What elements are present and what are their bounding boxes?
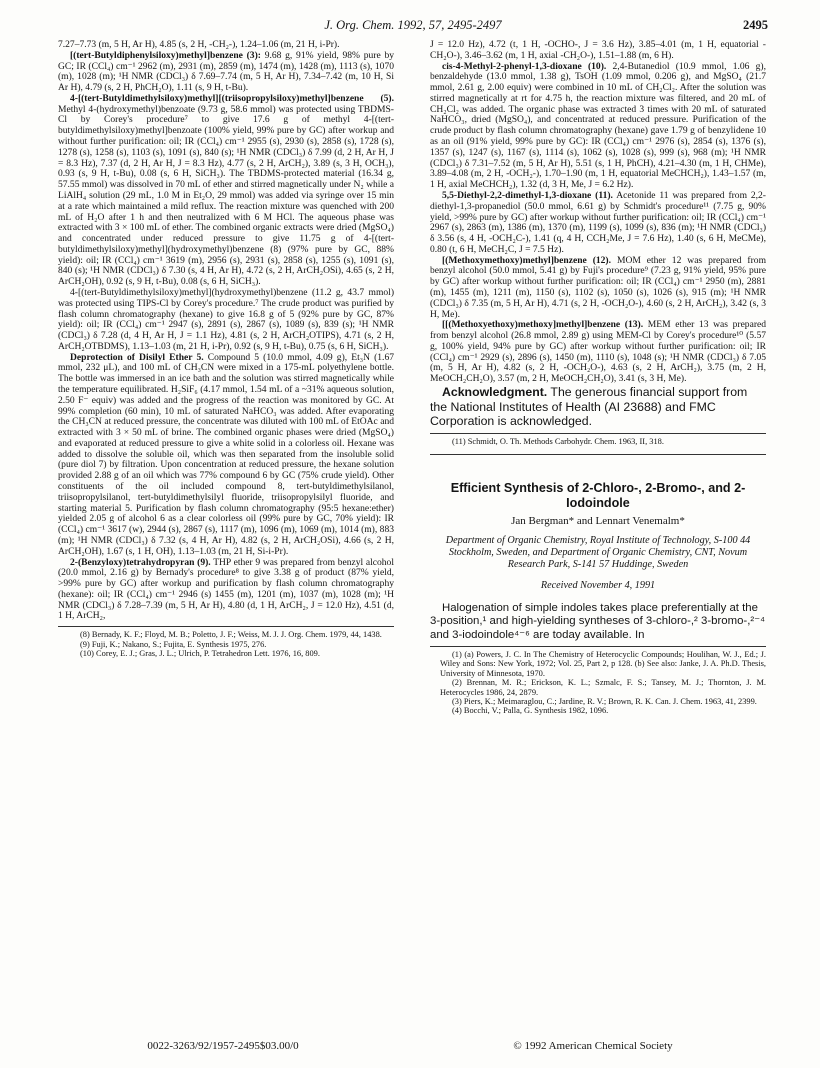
article-intro: Halogenation of simple indoles takes place preferentially at the 3-position,¹ and high-yielding syntheses of 3-chloro-,² 3-bromo-,²⁻⁴ and 3-iodoindole⁴⁻⁶ are today available. In (430, 601, 766, 641)
footnote: (1) (a) Powers, J. C. In The Chemistry of Heterocyclic Compounds; Houlihan, W. J., Ed.; J. Wiley and Sons: New York, 1972; Vol. 25, Part 2, p 128. (b) See also: Janke, J. A. Ph.D. Thesis, University of Minnesota, 1970. (440, 649, 766, 678)
right-paragraph-3 (430, 256, 766, 321)
footer-copyright: © 1992 American Chemical Society (513, 1040, 673, 1052)
paragraph-text: MEM ether 13 was prepared from benzyl alcohol (26.8 mmol, 2.89 g) using MEM-Cl by Corey's procedure¹⁰ (5.57 g, 100% yield, 94% pure by GC) after workup without further purification: oil; IR (CCl₄) cm⁻¹ 2929 (s), 2896 (s), 1450 (m), 1110 (s), 1048 (s); ¹H NMR (CDCl₃) δ 7.05 (m, 5 H, Ar H), 4.82 (s, 2 H, -OCH₂O-), 4.63 (s, 2 H, ArCH₂), 3.75 (m, 2 H, MeOCH₂CH₂O), 3.57 (m, 2 H, MeOCH₂CH₂O), 3.41 (s, 3 H, Me). (430, 319, 767, 385)
page-number: 2495 (743, 18, 768, 32)
paragraph-text: Acetonide 11 was prepared from 2,2-diethyl-1,3-propanediol (50.0 mmol, 6.61 g) by Schmidt's procedure¹¹ (7.75 g, 90% yield, >99% pure by GC) after workup without further purification: oil; IR (CCl₄) cm⁻¹ 2967 (s), 2863 (m), 1386 (m), 1370 (m), 1199 (s), 1099 (s), 836 (m); ¹H NMR (CDCl₃) δ 3.56 (s, 4 H, -OCH₂C-), 1.41 (q, 4 H, CCH₂Me, J = 7.6 Hz), 1.40 (s, 6 H, MeCMe), 0.80 (t, 6 H, MeCH₂C, J = 7.5 Hz). (430, 189, 766, 255)
footnote: (11) Schmidt, O. Th. Methods Carbohydr. Chem. 1963, II, 318. (452, 436, 664, 446)
acknowledgment-text: The generous financial support from the National Institutes of Health (AI 23688) and FMC Corporation is acknowledged. (430, 385, 748, 429)
footnote: (9) Fuji, K.; Nakano, S.; Fujita, E. Synthesis 1975, 276. (80, 639, 267, 649)
article-title: Efficient Synthesis of 2-Chloro-, 2-Bromo-, and 2-Iodoindole (450, 481, 746, 510)
article-affiliation: Department of Organic Chemistry, Royal Institute of Technology, S-100 44 Stockholm, Sweden, and Department of Organic Chemistry, CNT, Novum Research Park, S-141 57 Huddinge, Sweden (445, 534, 751, 570)
acknowledgment (430, 385, 766, 429)
article-divider (430, 454, 766, 455)
right-paragraph-2 (430, 191, 766, 256)
paragraph-text: THP ether 9 was prepared from benzyl alcohol (20.0 mmol, 2.16 g) by Bernady's procedure⁸ to give 3.38 g of product (87% yield, >99% pure by GC) after workup and purification by flash column chromatography (hexane): oil; IR (CCl₄) cm⁻¹ 2946 (s) 1455 (m), 1201 (m), 1037 (m), 1028 (m); ¹H NMR (CDCl₃) δ 7.28–7.39 (m, 5 H, Ar H), 4.80 (d, 1 H, ArCH₂, J = 12.0 Hz), 4.51 (d, 1 H, ArCH₂, (58, 556, 394, 622)
footnote: (10) Corey, E. J.; Gras, J. L.; Ulrich, P. Tetrahedron Lett. 1976, 16, 809. (80, 649, 320, 658)
right-paragraph-4 (430, 320, 766, 385)
left-footnotes (58, 630, 394, 658)
compound-heading: 2-(Benzyloxy)tetrahydropyran (9). (70, 556, 211, 568)
paragraph-text: 2,4-Butanediol (10.9 mmol, 1.06 g), benzaldehyde (13.0 mmol, 1.38 g), TsOH (1.09 mmol, 0.206 g), and MgSO₄ (21.7 mmol, 2.61 g, 2.00 equiv) were combined in 10 mL of CH₂Cl₂. After the solution was stirred magnetically at rt for 4.75 h, the reaction mixture was filtered, and 20 mL of CH₂Cl₂ was added. The organic phase was extracted 3 times with 20 mL of saturated NaHCO₃, dried (MgSO₄), and concentrated at reduced pressure. Purification of the crude product by flash column chromatography (hexane) gave 1.79 g of benzylidene 10 as an oil (91% yield, 99% pure by GC): IR (CCl₄) cm⁻¹ 2976 (s), 2854 (s), 1376 (s), 1357 (s), 1247 (s), 1167 (s), 1114 (s), 1062 (s), 1028 (s), 999 (s), 968 (m); ¹H NMR (CDCl₃) δ 7.31–7.52 (m, 5 H, Ar H), 5.51 (s, 1 H, PhCH), 4.21–4.30 (m, 1 H, CHMe), 3.89–4.08 (m, 2 H, -OCH₂-), 1.70–1.90 (m, 1 H, equatorial MeCHCH₂), 1.43–1.57 (m, 1 H, axial MeCHCH₂), 1.32 (d, 3 H, Me, J = 6.2 Hz). (430, 60, 766, 191)
left-paragraph-0: 7.27–7.73 (m, 5 H, Ar H), 4.85 (s, 2 H, -CH₂-), 1.24–1.06 (m, 21 H, i-Pr). (58, 39, 340, 50)
footnote-divider (430, 646, 766, 647)
compound-heading: 4-[(tert-Butyldimethylsiloxy)methyl][(triisopropylsiloxy)methyl]benzene (5). (70, 92, 394, 104)
right-paragraph-0: J = 12.0 Hz), 4.72 (t, 1 H, -OCHO-, J = 3.6 Hz), 3.85–4.01 (m, 1 H, equatorial -CH₂O-), 3.46–3.62 (m, 1 H, axial -CH₂O-), 1.51–1.88 (m, 6 H). (430, 39, 766, 61)
compound-heading: [(Methoxymethoxy)methyl]benzene (12). (442, 254, 611, 266)
right-column (430, 40, 766, 716)
left-paragraph-1 (58, 51, 394, 94)
left-paragraph-3: 4-[(tert-Butyldimethylsiloxy)methyl](hydroxymethyl)benzene (11.2 g, 43.7 mmol) was protected using TIPS-Cl by Corey's procedure.⁷ The crude product was purified by flash column chromatography (hexane) to give 16.8 g of 5 (92% pure by GC, 87% yield): oil; IR (CCl₄) cm⁻¹ 2947 (s), 2891 (s), 2867 (s), 1089 (s), 839 (s); ¹H NMR (CDCl₃) δ 7.28 (d, 4 H, Ar H, J = 1.1 Hz), 4.81 (s, 2 H, ArCH₂OTIPS), 4.71 (s, 2 H, ArCH₂OTBDMS), 1.13–1.03 (m, 21 H, i-Pr), 0.92 (s, 9 H, t-Bu), 0.75 (s, 6 H, SiCH₃). (58, 286, 394, 352)
compound-heading: 5,5-Diethyl-2,2-dimethyl-1,3-dioxane (11). (442, 189, 613, 201)
footnote: (4) Bocchi, V.; Palla, G. Synthesis 1982, 1096. (452, 706, 609, 716)
left-paragraph-4 (58, 353, 394, 558)
paragraph-text: Compound 5 (10.0 mmol, 4.09 g), Et₃N (1.67 mmol, 232 μL), and 100 mL of CH₃CN were mixed in a 175-mL polyethylene bottle. The bottle was immersed in an ice bath and the solution was stirred magnetically while the temperature equilibrated. H₂SiF₆ (4.17 mmol, 1.54 mL of a ~31% aqueous solution, 2.50 F⁻ equiv) was added and the progress of the reaction was monitored by GC. At 99% completion (60 min), 10 mL of saturated NaHCO₃ was added. After evaporating the CH₃CN at reduced pressure, the concentrate was diluted with 100 mL of EtOAc and extracted with 3 × 50 mL of brine. The combined organic phases were dried (MgSO₄) and evaporated at reduced pressure to give a white solid in a colorless oil. Hexane was added to dissolve the soluble oil, which was then separated from the insoluble solid (pure diol 7) by filtration. Upon concentration at reduced pressure, the hexane solution provided 2.88 g of an oil which was 77% compound 6 by GC (75% crude yield). Other constituents of the oil included compound 8, tert-butyldimethylsilanol, triisopropylsilanol, tert-butyldimethylsilyl fluoride, triisopropylsilyl fluoride, and starting material 5. Purification by flash column chromatography (95:5 hexane:ether) yielded 2.05 g of alcohol 6 as a clear colorless oil (99% pure by GC, 70% yield): IR (CCl₄) cm⁻¹ 3617 (w), 2944 (s), 2867 (s), 1117 (m), 1096 (m), 1069 (m), 1014 (m), 883 (m); ¹H NMR (CDCl₃) δ 7.32 (s, 4 H, Ar H), 4.82 (s, 2 H, ArCH₂OSi), 4.66 (s, 2 H, ArCH₂OH), 1.67 (s, 1 H, OH), 1.13–1.03 (m, 21 H, Si-i-Pr). (58, 351, 394, 557)
article-authors: Jan Bergman* and Lennart Venemalm* (511, 515, 685, 528)
acknowledgment-heading: Acknowledgment. (442, 385, 548, 399)
footnote: (2) Brennan, M. R.; Erickson, K. L.; Szmalc, F. S.; Tansey, M. J.; Thornton, J. M. Heterocycles 1986, 24, 2879. (440, 678, 766, 697)
paragraph-text: 9.68 g, 91% yield, 98% pure by GC; IR (CCl₄) cm⁻¹ 2962 (m), 2931 (m), 2859 (m), 1474 (m), 1428 (m), 1113 (s), 1070 (m), 1028 (m); ¹H NMR (CDCl₃) δ 7.69–7.74 (m, 5 H, Ar H), 7.34–7.42 (m, 10 H, Si Ar H), 4.79 (s, 2 H, PhCH₂O), 1.11 (s, 9 H, t-Bu). (58, 49, 395, 94)
compound-heading: cis-4-Methyl-2-phenyl-1,3-dioxane (10). (442, 60, 607, 72)
compound-heading: [(tert-Butyldiphenylsiloxy)methyl]benzene (3): (70, 49, 261, 61)
left-paragraph-5 (58, 558, 394, 623)
footnote: (8) Bernady, K. F.; Floyd, M. B.; Poletto, J. F.; Weiss, M. J. J. Org. Chem. 1979, 44, 1438. (80, 630, 382, 640)
section-heading: Deprotection of Disilyl Ether 5. (70, 351, 204, 363)
compound-heading: [[(Methoxyethoxy)methoxy]methyl]benzene (13). (442, 319, 644, 331)
footnote-divider (58, 626, 394, 627)
footnote-divider (430, 433, 766, 434)
footnote: (3) Piers, K.; Meimaraglou, C.; Jardine, R. V.; Brown, R. K. Can. J. Chem. 1963, 41, 2399. (452, 697, 757, 706)
received-date: Received November 4, 1991 (540, 579, 656, 591)
journal-citation: J. Org. Chem. 1992, 57, 2495-2497 (324, 18, 502, 32)
paragraph-text: MOM ether 12 was prepared from benzyl alcohol (50.0 mmol, 5.41 g) by Fuji's procedure⁹ (7.23 g, 91% yield, 95% pure by GC) after workup without further purification: oil; IR (CCl₄) cm⁻¹ 2950 (m), 2881 (m), 1455 (m), 1211 (m), 1150 (s), 1102 (s), 1050 (s), 1026 (s), 915 (m); ¹H NMR (CDCl₃) δ 7.35 (m, 5 H, Ar H), 4.71 (s, 2 H, -OCH₂O-), 4.60 (s, 2 H, ArCH₂), 3.42 (s, 3 H, Me). (430, 254, 766, 320)
left-paragraph-2 (58, 94, 394, 288)
paragraph-text: Methyl 4-(hydroxymethyl)benzoate (9.73 g, 58.6 mmol) was protected using TBDMS-Cl by Corey's procedure⁷ to give 17.6 g of methyl 4-[(tert-butyldimethylsiloxy)methyl]benzoate (100% yield, 99% pure by GC) after workup and without further purification: oil; IR (CCl₄) cm⁻¹ 2955 (s), 2930 (s), 2858 (s), 1728 (s), 1278 (s), 1258 (s), 1103 (s), 1091 (s), 840 (s); ¹H NMR (CDCl₃) δ 7.99 (d, 2 H, Ar H, J = 8.3 Hz), 7.37 (d, 2 H, Ar H, J = 8.3 Hz), 4.77 (s, 2 H, ArCH₂), 3.89 (s, 3 H, OCH₃), 0.93 (s, 9 H, t-Bu), 0.08 (s, 6 H, SiCH₃). The TBDMS-protected material (16.34 g, 57.55 mmol) was dissolved in 70 mL of ether and stirred magnetically under N₂ while a LiAlH₄ solution (29 mL, 1.0 M in Et₂O, 29 mmol) was added via syringe over 15 min at a rate which maintained a mild reflux. The reaction mixture was quenched with 200 mL of H₂O after 1 h and then neutralized with 6 M HCl. The aqueous phase was extracted with 3 × 100 mL of ether. The combined organic extracts were dried (MgSO₄) and concentrated under reduced pressure to give 11.75 g of 4-[(tert-butyldimethylsiloxy)methyl](hydroxymethyl)benzene (8) (97% pure by GC, 88% yield): oil; IR (CCl₄) cm⁻¹ 3619 (m), 2956 (s), 2931 (s), 2858 (s), 1255 (s), 1091 (s), 840 (s); ¹H NMR (CDCl₃) δ 7.30 (s, 4 H, Ar H), 4.72 (s, 2 H, ArCH₂OSi), 4.65 (s, 2 H, ArCH₂OH), 0.92 (s, 9 H, t-Bu), 0.08 (s, 6 H, SiCH₃). (58, 103, 394, 288)
left-column (58, 40, 394, 658)
footer-code: 0022-3263/92/1957-2495$03.00/0 (147, 1040, 299, 1052)
running-header (58, 18, 768, 34)
right-footnotes (430, 650, 766, 716)
right-paragraph-1 (430, 62, 766, 191)
